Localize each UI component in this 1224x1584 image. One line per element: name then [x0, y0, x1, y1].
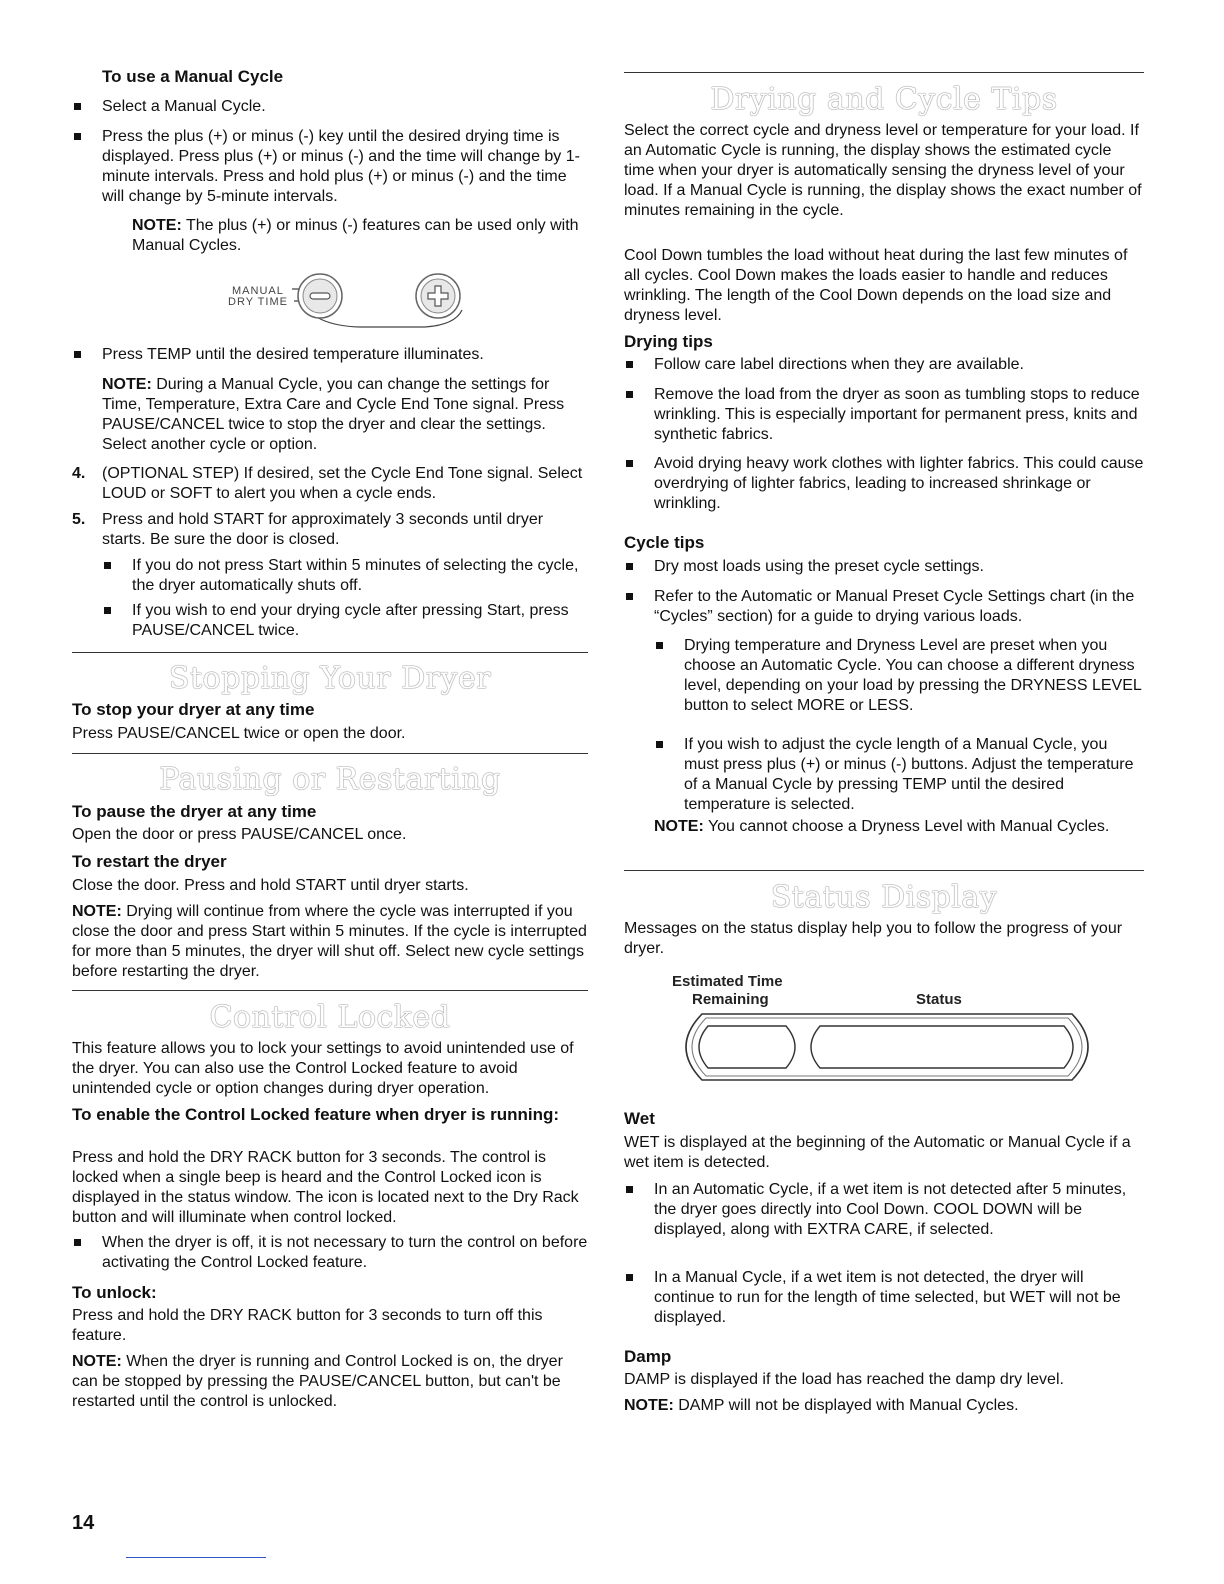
subheading: To restart the dryer	[72, 852, 227, 871]
subheading: Wet	[624, 1109, 655, 1128]
paragraph: Messages on the status display help you to follow the progress of your dryer.	[624, 920, 1123, 957]
step-text: Press and hold START for approximately 3 seconds until dryer starts. Be sure the door is closed.	[102, 511, 544, 548]
section-divider	[72, 753, 588, 754]
subheading: To stop your dryer at any time	[72, 700, 315, 719]
panel-label-manual: MANUAL	[232, 285, 284, 297]
bullet-icon	[626, 460, 633, 467]
step-number: 4.	[72, 465, 86, 482]
paragraph: Close the door. Press and hold START until dryer starts.	[72, 877, 469, 894]
bullet-icon	[104, 562, 111, 569]
bullet-icon	[74, 351, 81, 358]
paragraph: Select the correct cycle and dryness level or temperature for your load. If an Automatic Cycle is running, the display shows the estimated cycle time when your dryer is automatically sensing the dryness level of your load. If a Manual Cycle is running, the display shows the exact number of minutes remaining in the cycle.	[624, 122, 1142, 219]
subheading: Damp	[624, 1347, 672, 1366]
page-number: 14	[72, 1512, 95, 1534]
subheading: To enable the Control Locked feature when dryer is running:	[72, 1105, 560, 1124]
paragraph: This feature allows you to lock your settings to avoid unintended use of the dryer. You can also use the Control Locked feature to avoid unintended cycle or option changes during dryer operation.	[72, 1040, 574, 1097]
note: NOTE: DAMP will not be displayed with Manual Cycles.	[624, 1397, 1019, 1414]
bullet-icon	[626, 1274, 633, 1281]
note: NOTE: When the dryer is running and Control Locked is on, the dryer can be stopped by pressing the PAUSE/CANCEL button, but can't be restarted until the control is unlocked.	[72, 1353, 563, 1410]
label-status: Status	[916, 991, 962, 1008]
paragraph: DAMP is displayed if the load has reached the damp dry level.	[624, 1371, 1064, 1388]
step-text: (OPTIONAL STEP) If desired, set the Cycle End Tone signal. Select LOUD or SOFT to alert you when a cycle ends.	[102, 465, 583, 502]
subheading: Drying tips	[624, 332, 713, 351]
paragraph: Open the door or press PAUSE/CANCEL once.	[72, 826, 407, 843]
section-title-drying-tips: Drying and Cycle Tips	[710, 82, 1058, 117]
bullet-icon	[74, 133, 81, 140]
bullet-icon	[626, 563, 633, 570]
manual-dry-time-panel-illustration	[190, 268, 550, 332]
paragraph: WET is displayed at the beginning of the Automatic or Manual Cycle if a wet item is detected.	[624, 1134, 1131, 1171]
subheading: To unlock:	[72, 1283, 157, 1302]
footer-rule	[126, 1557, 266, 1558]
bullet-icon	[626, 593, 633, 600]
note: NOTE: You cannot choose a Dryness Level with Manual Cycles.	[654, 818, 1110, 835]
section-title-control-locked: Control Locked	[209, 1000, 451, 1035]
step-number: 5.	[72, 511, 86, 528]
section-divider	[72, 652, 588, 653]
paragraph: Press PAUSE/CANCEL twice or open the door.	[72, 725, 406, 742]
bullet-icon	[74, 103, 81, 110]
section-title-pausing: Pausing or Restarting	[159, 762, 501, 797]
subheading: To pause the dryer at any time	[72, 802, 317, 821]
section-title-stopping: Stopping Your Dryer	[168, 661, 492, 696]
bullet-icon	[626, 391, 633, 398]
section-divider	[72, 990, 588, 991]
note: NOTE: The plus (+) or minus (-) features can be used only with Manual Cycles.	[132, 217, 579, 254]
paragraph: Cool Down tumbles the load without heat during the last few minutes of all cycles. Cool Down makes the loads easier to handle and reduces wrinkling. The length of the Cool Down depends on the load size and dryness level.	[624, 247, 1128, 324]
note: NOTE: Drying will continue from where the cycle was interrupted if you close the door and press Start within 5 minutes. If the cycle is interrupted for more than 5 minutes, the dryer will shut off. Select new cycle settings before restarting the dryer.	[72, 903, 587, 980]
section-divider	[624, 870, 1144, 871]
bullet-icon	[626, 1186, 633, 1193]
section-title-status-display: Status Display	[770, 880, 998, 915]
minus-button-icon	[298, 274, 342, 318]
time-window	[699, 1026, 795, 1068]
subheading: Cycle tips	[624, 533, 705, 552]
paragraph: Press and hold the DRY RACK button for 3 seconds. The control is locked when a single beep is heard and the Control Locked icon is displayed in the status window. The icon is located next to the Dry Rack button and will illuminate when control locked.	[72, 1149, 579, 1226]
manual-cycle-heading: To use a Manual Cycle	[102, 67, 284, 86]
panel-label-dry-time: DRY TIME	[228, 296, 288, 308]
status-window	[811, 1026, 1073, 1068]
bullet-icon	[656, 741, 663, 748]
plus-button-icon	[416, 274, 460, 318]
note: NOTE: During a Manual Cycle, you can change the settings for Time, Temperature, Extra Care and Cycle End Tone signal. Press PAUSE/CANCEL twice to stop the dryer and clear the settings. Select another cycle or option.	[102, 376, 565, 453]
section-divider	[624, 72, 1144, 73]
paragraph: Press and hold the DRY RACK button for 3 seconds to turn off this feature.	[72, 1307, 543, 1344]
label-remaining: Remaining	[692, 991, 769, 1008]
label-estimated-time: Estimated Time	[672, 973, 783, 990]
bullet-icon	[656, 642, 663, 649]
status-display-illustration	[664, 968, 1104, 1088]
bullet-icon	[74, 1239, 81, 1246]
bullet-icon	[626, 361, 633, 368]
bullet-icon	[104, 607, 111, 614]
